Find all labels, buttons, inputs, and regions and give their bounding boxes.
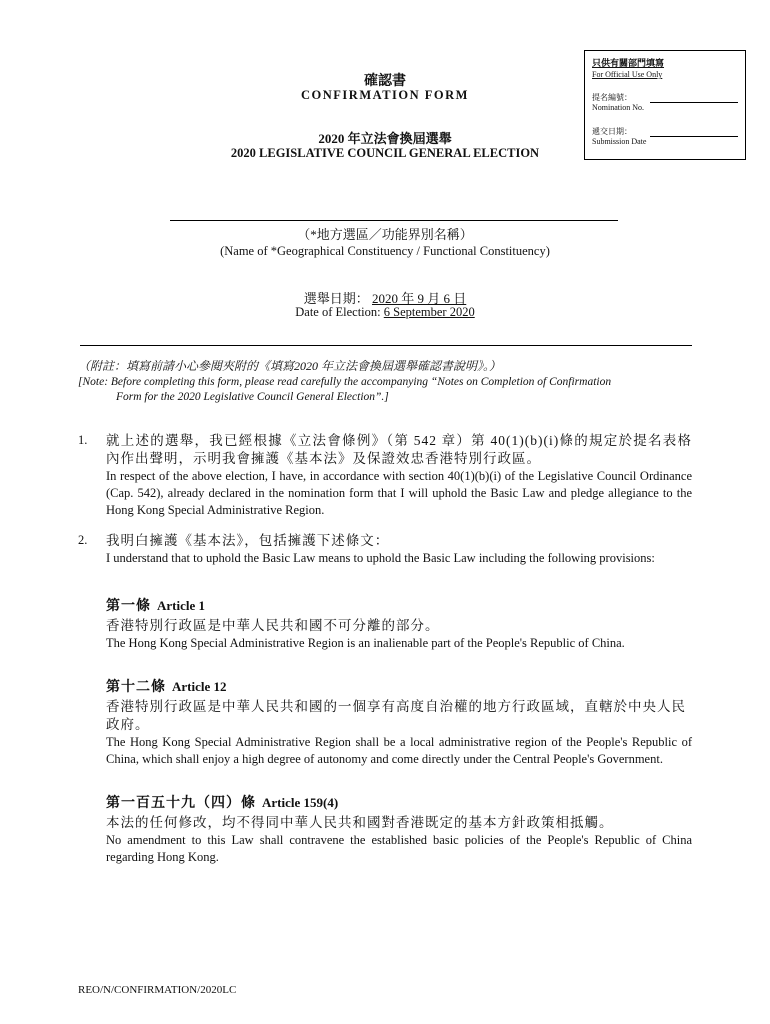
nomination-label-zh: 提名編號： (592, 93, 632, 102)
paragraph-2 (78, 532, 692, 567)
official-use-heading-en: For Official Use Only (592, 70, 663, 79)
article-1 (106, 597, 692, 652)
note-zh: （附註：填寫前請小心參閱夾附的《填寫2020 年立法會換屆選舉確認書說明》。） (78, 359, 502, 373)
article-heading-en: Article 159(4) (262, 795, 339, 810)
submission-label-zh: 遞交日期： (592, 127, 632, 136)
constituency-label-en: (Name of *Geographical Constituency / Functional Constituency) (220, 244, 550, 258)
constituency-label-zh: （*地方選區／功能界別名稱） (297, 227, 473, 242)
paragraph-number: 2. (78, 533, 88, 547)
election-date-label-zh: 選舉日期： (303, 291, 369, 306)
article-heading-en: Article 1 (157, 598, 206, 613)
article-heading-zh: 第一條 (106, 599, 151, 614)
article-159-4 (106, 794, 692, 866)
article-heading (106, 597, 692, 615)
form-title-en: CONFIRMATION FORM (301, 88, 469, 102)
document-reference: REO/N/CONFIRMATION/2020LC (78, 984, 237, 996)
election-date-label-en: Date of Election: (295, 305, 384, 319)
election-date-value-zh: 2020 年 9 月 6 日 (372, 291, 467, 306)
article-text-zh: 香港特別行政區是中華人民共和國的一個享有高度自治權的地方行政區域，直轄於中央人民政府。 (106, 699, 686, 732)
article-heading (106, 678, 692, 696)
article-text-zh: 本法的任何修改，均不得同中華人民共和國對香港既定的基本方針政策相抵觸。 (106, 815, 614, 830)
paragraph-text-en: I understand that to uphold the Basic Law means to uphold the Basic Law including the following provisions: (106, 551, 655, 565)
article-text-en: The Hong Kong Special Administrative Region is an inalienable part of the People's Republic of China. (106, 636, 625, 650)
constituency-name-line (170, 220, 618, 221)
paragraph-1 (78, 432, 692, 519)
election-date-value-en: 6 September 2020 (383, 305, 475, 319)
article-heading (106, 794, 692, 812)
nomination-label-en: Nomination No. (592, 103, 644, 112)
note-en-line2: Form for the 2020 Legislative Council General Election”.] (116, 391, 389, 403)
article-heading-zh: 第十二條 (106, 680, 166, 695)
paragraph-number: 1. (78, 433, 88, 447)
paragraph-text-en: In respect of the above election, I have, in accordance with section 40(1)(b)(i) of the Legislative Council Ordinance (Cap. 542), already declared in the nomination form that I will uphold the Basic Law and pledge allegiance to the Hong Kong Special Administrative Region. (106, 469, 692, 517)
paragraph-text-zh: 就上述的選舉，我已經根據《立法會條例》（第 542 章）第 40(1)(b)(i)條的規定於提名表格內作出聲明，示明我會擁護《基本法》及保證效忠香港特別行政區。 (106, 433, 692, 466)
election-title-zh: 2020 年立法會換屆選舉 (318, 131, 452, 146)
submission-label-en: Submission Date (592, 137, 647, 146)
official-use-heading-zh: 只供有關部門填寫 (592, 58, 665, 68)
note-en-line1: [Note: Before completing this form, please read carefully the accompanying “Notes on Completion of Confirmation (78, 376, 612, 388)
article-heading-zh: 第一百五十九（四）條 (106, 796, 256, 811)
note-en (78, 375, 700, 405)
paragraph-text-zh: 我明白擁護《基本法》，包括擁護下述條文： (106, 533, 390, 548)
article-heading-en: Article 12 (172, 679, 227, 694)
form-title-zh: 確認書 (364, 74, 406, 89)
article-text-zh: 香港特別行政區是中華人民共和國不可分離的部分。 (106, 618, 440, 633)
election-date-en (0, 305, 770, 320)
section-divider (80, 345, 692, 346)
article-12 (106, 678, 692, 768)
election-title-en: 2020 LEGISLATIVE COUNCIL GENERAL ELECTION (230, 146, 540, 160)
article-text-en: The Hong Kong Special Administrative Region shall be a local administrative region of the People's Republic of China, which shall enjoy a high degree of autonomy and come directly under the Central People's Government. (106, 735, 692, 766)
article-text-en: No amendment to this Law shall contravene the established basic policies of the People's Republic of China regarding Hong Kong. (106, 833, 692, 864)
